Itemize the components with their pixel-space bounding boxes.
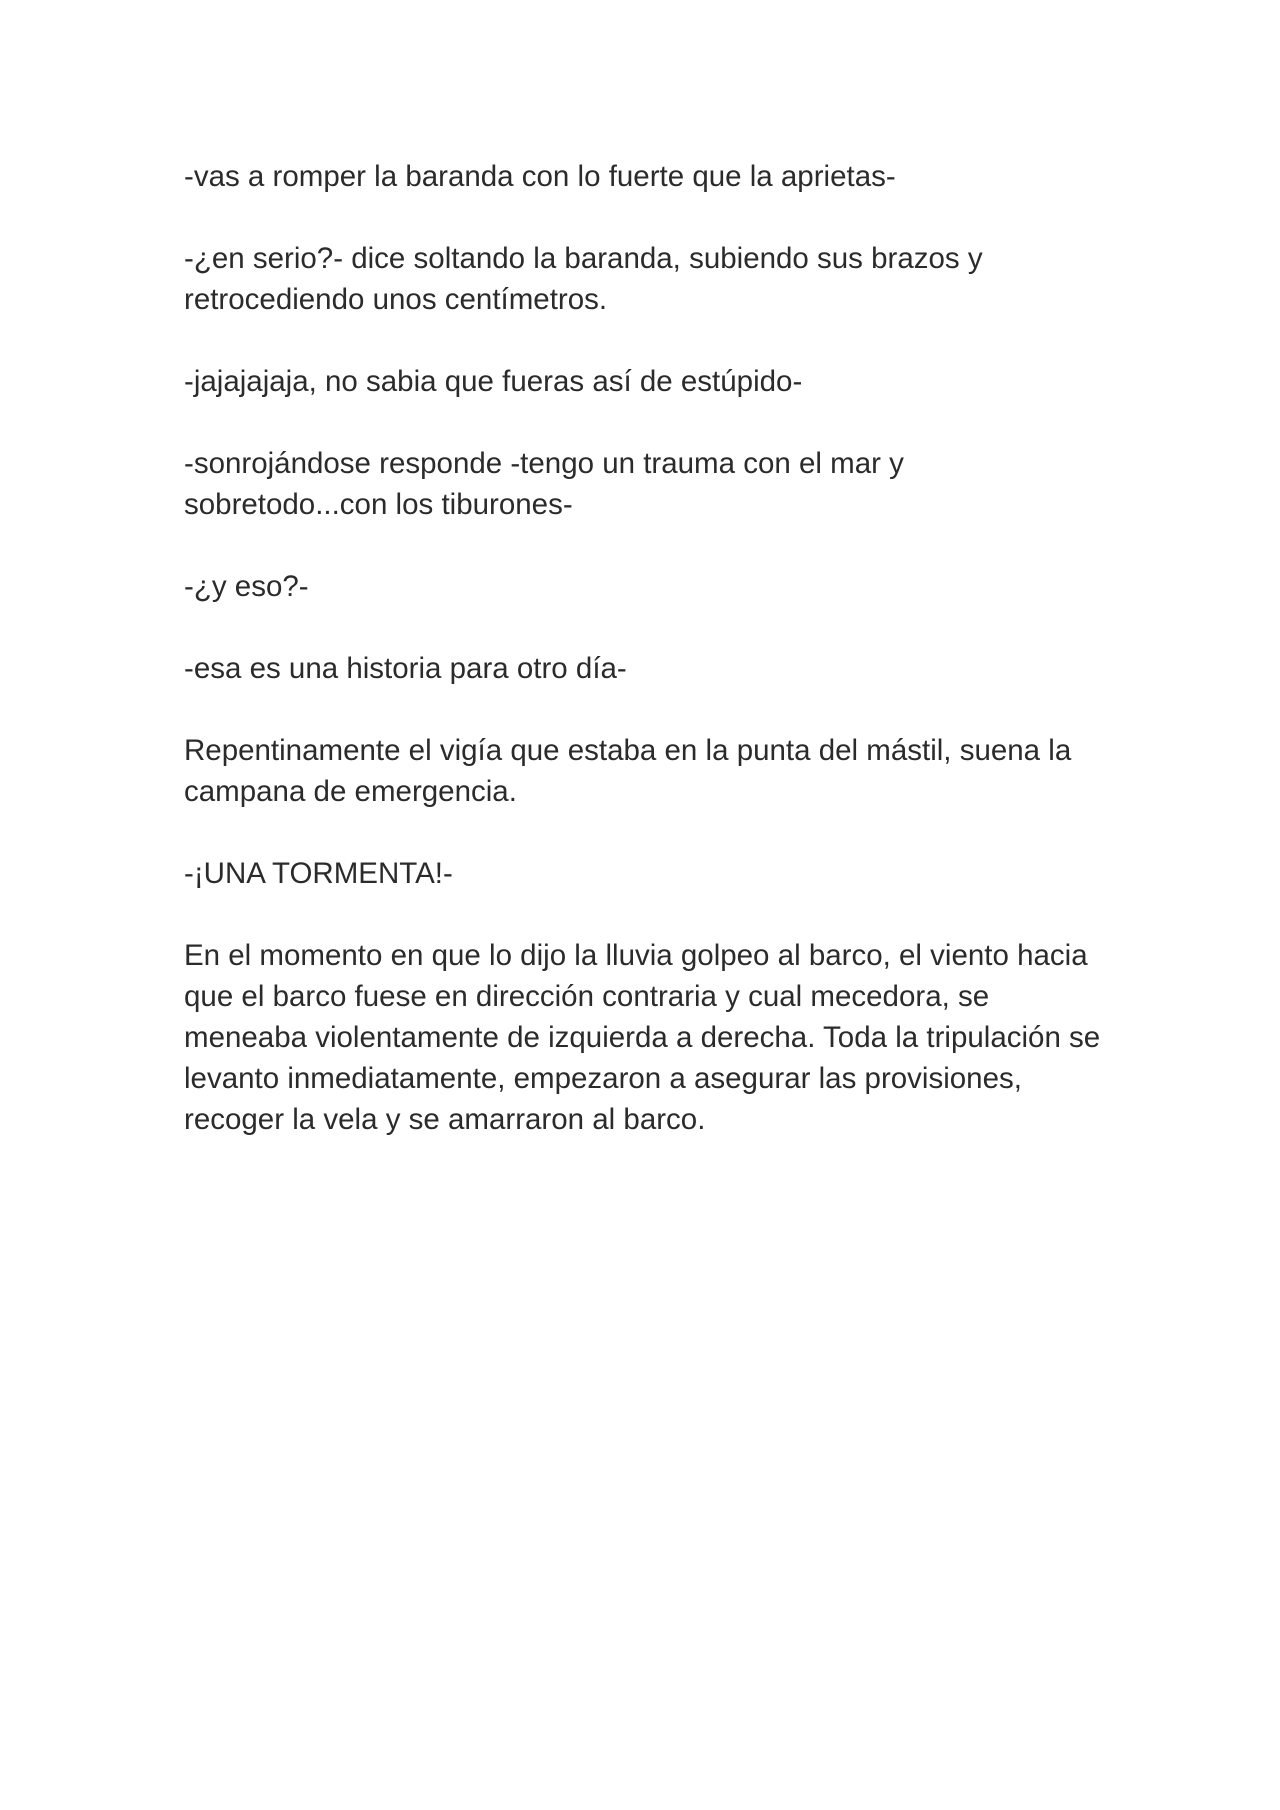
paragraph: Repentinamente el vigía que estaba en la punta del mástil, suena la campana de emergencia. (184, 734, 1072, 808)
paragraph: -sonrojándose responde -tengo un trauma con el mar y sobretodo...con los tiburones- (184, 447, 904, 521)
paragraph: -¿en serio?- dice soltando la baranda, subiendo sus brazos y retrocediendo unos centímetros. (184, 242, 983, 316)
paragraph: -¿y eso?- (184, 570, 309, 603)
document-body (184, 156, 1114, 1181)
paragraph: -esa es una historia para otro día- (184, 652, 627, 685)
paragraph: -jajajajaja, no sabia que fueras así de estúpido- (184, 365, 803, 398)
paragraph: -¡UNA TORMENTA!- (184, 857, 453, 890)
paragraph: -vas a romper la baranda con lo fuerte que la aprietas- (184, 160, 896, 193)
paragraph: En el momento en que lo dijo la lluvia golpeo al barco, el viento hacia que el barco fuese en dirección contraria y cual mecedora, se meneaba violentamente de izquierda a derecha. Toda la tripulación se levanto inmediatamente, empezaron a asegurar las provisiones, recoger la vela y se amarraron al barco. (184, 939, 1101, 1136)
